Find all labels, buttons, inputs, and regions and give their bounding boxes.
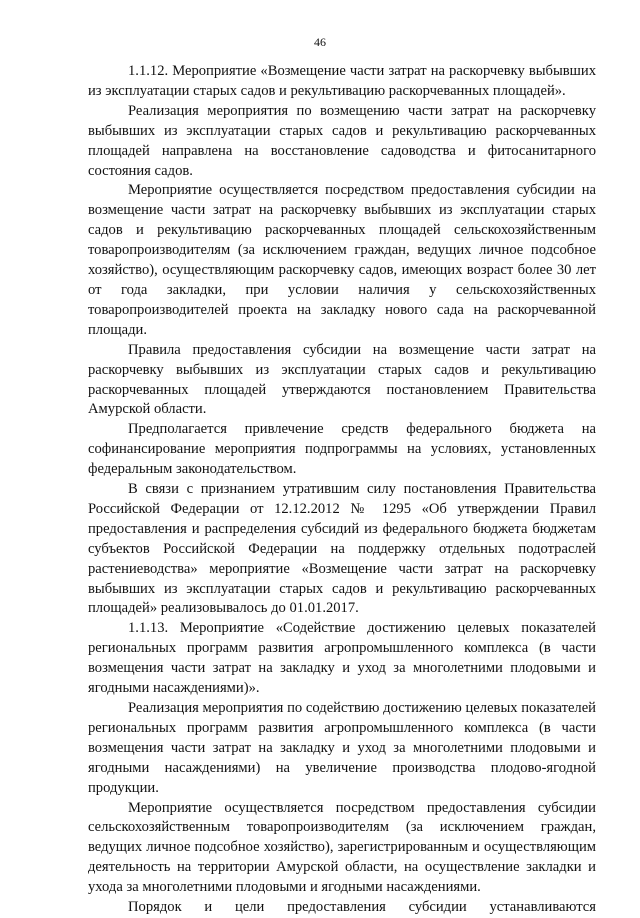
paragraph-rules: Правила предоставления субсидии на возмещение части затрат на раскорчевку выбывших из эксплуатации старых садов и рекультивацию раскорчеванных площадей утверждаются постановлением Правительства Амурской области. (88, 341, 596, 418)
paragraph-subsidy-mechanism: Мероприятие осуществляется посредством предоставления субсидии на возмещение части затрат на раскорчевку выбывших из эксплуатации старых садов и рекультивацию раскорчеванных площадей сельскохозяйственным товаропроизводителям (за исключением граждан, ведущих личное подсобное хозяйство), осуществляющим раскорчевку садов, имеющих возраст более 30 лет от года закладки, при условии наличия у сельскохозяйственных товаропроизводителей проекта на закладку нового сада на раскорчеванной площади. (88, 182, 596, 338)
paragraph-implementation: Реализация мероприятия по содействию достижению целевых показателей региональных программ развития агропромышленного комплекса (в части возмещения части затрат на закладку и уход за многолетними плодовыми и ягодными насаждениями) на увеличение производства плодово-ягодной продукции. (88, 700, 596, 796)
paragraph-federal-funding: Предполагается привлечение средств федерального бюджета на софинансирование мероприятия подпрограммы на условиях, установленных федеральным законодательством. (88, 421, 596, 478)
document-body (88, 62, 596, 918)
page-number: 46 (314, 35, 326, 49)
paragraph-repeal: В связи с признанием утратившим силу постановления Правительства Российской Федерации от 12.12.2012 № 1295 «Об утверждении Правил предоставления и распределения субсидий из федерального бюджета бюджетам субъектов Российской Федерации на поддержку отдельных подотраслей растениеводства» мероприятие «Возмещение части затрат на раскорчевку выбывших из эксплуатации старых садов и рекультивацию раскорчеванных площадей» реализовывалось до 01.01.2017. (88, 481, 596, 617)
paragraph-1-1-12-heading: 1.1.12. Мероприятие «Возмещение части затрат на раскорчевку выбывших из эксплуатации старых садов и рекультивацию раскорчеванных площадей». (88, 63, 596, 99)
paragraph-procedure: Порядок и цели предоставления субсидии устанавливаются (128, 899, 596, 916)
paragraph-purpose: Реализация мероприятия по возмещению части затрат на раскорчевку выбывших из эксплуатации старых садов и рекультивацию раскорчеванных площадей направлена на восстановление садоводства и фитосанитарного состояния садов. (88, 102, 596, 179)
paragraph-1-1-13-heading: 1.1.13. Мероприятие «Содействие достижению целевых показателей региональных программ развития агропромышленного комплекса (в части возмещения части затрат на закладку и уход за многолетними плодовыми и ягодными насаждениями)». (88, 620, 596, 697)
paragraph-subsidy-recipients: Мероприятие осуществляется посредством предоставления субсидии сельскохозяйственным товаропроизводителям (за исключением граждан, ведущих личное подсобное хозяйство), зарегистрированным и осуществляющим деятельность на территории Амурской области, на осуществление закладки и ухода за многолетними плодовыми и ягодными насаждениями. (88, 799, 596, 896)
